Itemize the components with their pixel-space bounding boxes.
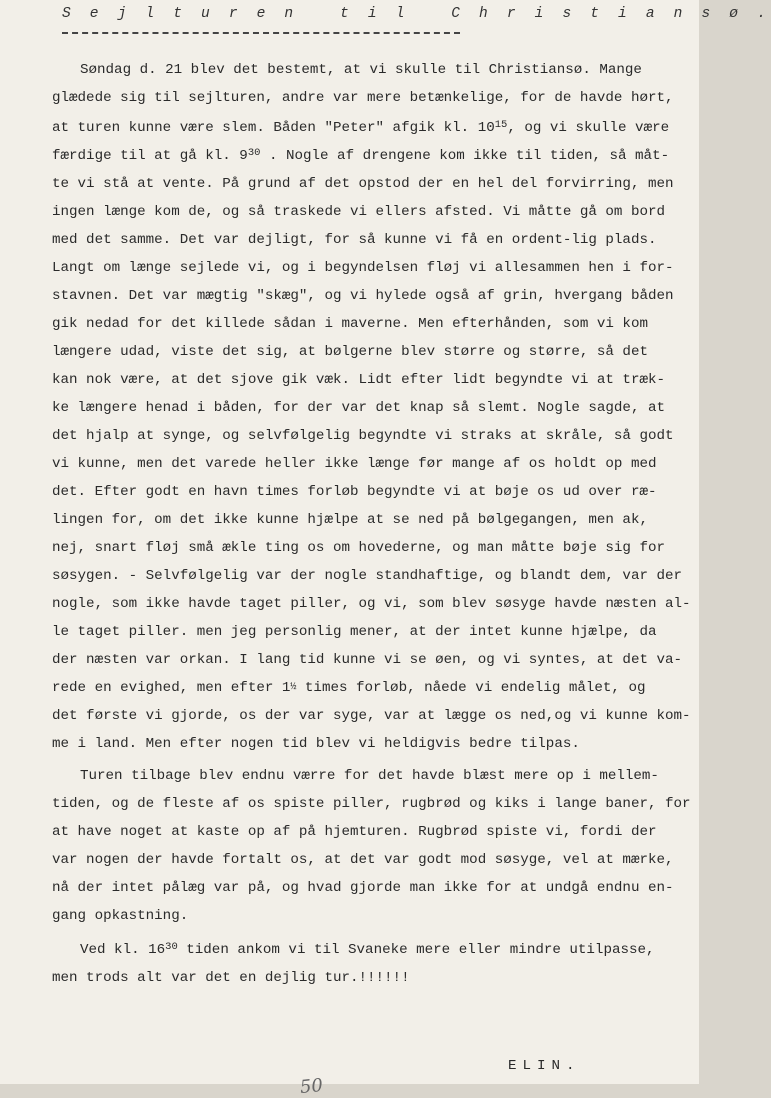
text-line: færdige til at gå kl. $9^{30}$ . Nogle af drengene kom ikke til tiden, så måt- [52, 147, 670, 164]
text-line: rede en evighed, men efter 1½ times forløb, nåede vi endelig målet, og [52, 680, 646, 696]
text-line: det hjalp at synge, og selvfølgelig begyndte vi straks at skråle, så godt [52, 428, 674, 444]
text-line: ingen længe kom de, og så traskede vi ellers afsted. Vi måtte gå om bord [52, 204, 665, 220]
time-superscript: 15 [494, 119, 508, 131]
text-line: vi kunne, men det varede heller ikke længe før mange af os holdt op med [52, 456, 657, 472]
text-line: te vi stå at vente. På grund af det opstod der en hel del forvirring, men [52, 176, 674, 192]
text-line: nå der intet pålæg var på, og hvad gjorde man ikke for at undgå endnu en- [52, 880, 674, 896]
time-superscript: 30 [165, 941, 178, 953]
text-line: længere udad, viste det sig, at bølgerne blev større og større, så det [52, 344, 648, 360]
text-line: gik nedad for det killede sådan i maverne. Men efterhånden, som vi kom [52, 316, 648, 332]
text-line: stavnen. Det var mægtig "skæg", og vi hylede også af grin, hvergang båden [52, 288, 674, 304]
text-line: lingen for, om det ikke kunne hjælpe at se ned på bølgegangen, men ak, [52, 512, 648, 528]
text-line: kan nok være, at det sjove gik væk. Lidt efter lidt begyndte vi at træk- [52, 372, 665, 388]
text-line: var nogen der havde fortalt os, at det var godt mod søsyge, vel at mærke, [52, 852, 674, 868]
text-line: Søndag d. 21 blev det bestemt, at vi skulle til Christiansø. Mange [80, 62, 642, 78]
text-line: men trods alt var det en dejlig tur.!!!!!! [52, 970, 410, 986]
text-line: tiden, og de fleste af os spiste piller, rugbrød og kiks i lange baner, for [52, 796, 691, 812]
text-line: at turen kunne være slem. Båden "Peter" afgik kl. $10^{15}$, og vi skulle være [52, 119, 670, 136]
text-line: at have noget at kaste op af på hjemturen. Rugbrød spiste vi, fordi der [52, 824, 657, 840]
text-line: Langt om længe sejlede vi, og i begyndelsen fløj vi allesammen hen i for- [52, 260, 674, 276]
text-line: det første vi gjorde, os der var syge, var at lægge os ned,og vi kunne kom- [52, 708, 691, 724]
text-line: Ved kl. $16^{30}$ tiden ankom vi til Svaneke mere eller mindre utilpasse, [80, 941, 655, 958]
text-line: ke længere henad i båden, for der var det knap så slemt. Nogle sagde, at [52, 400, 665, 416]
text-line: søsygen. - Selvfølgelig var der nogle standhaftige, og blandt dem, var der [52, 568, 683, 584]
fraction: ½ [290, 682, 297, 693]
text-line: le taget piller. men jeg personlig mener, at der intet kunne hjælpe, da [52, 624, 657, 640]
text-line: nej, snart fløj små ækle ting os om hovederne, og man måtte bøje sig for [52, 540, 665, 556]
text-line: det. Efter godt en havn times forløb begyndte vi at bøje os ud over ræ- [52, 484, 657, 500]
signature: ELIN. [508, 1058, 581, 1074]
text-line: nogle, som ikke havde taget piller, og vi, som blev søsyge havde næsten al- [52, 596, 691, 612]
text-line: gang opkastning. [52, 908, 189, 924]
text-line: glædede sig til sejlturen, andre var mere betænkelige, for de havde hørt, [52, 90, 674, 106]
title-underline [62, 32, 460, 34]
document-title: S e j l t u r e n t i l C h r i s t i a n s ø . [62, 6, 771, 22]
text-line: der næsten var orkan. I lang tid kunne vi se øen, og vi syntes, at det va- [52, 652, 683, 668]
text-line: me i land. Men efter nogen tid blev vi heldigvis bedre tilpas. [52, 736, 580, 752]
page-number: 50 [298, 1074, 324, 1098]
text-line: med det samme. Det var dejligt, for så kunne vi få en ordent-lig plads. [52, 232, 657, 248]
time-superscript: 30 [247, 147, 261, 159]
text-line: Turen tilbage blev endnu værre for det havde blæst mere op i mellem- [80, 768, 659, 784]
